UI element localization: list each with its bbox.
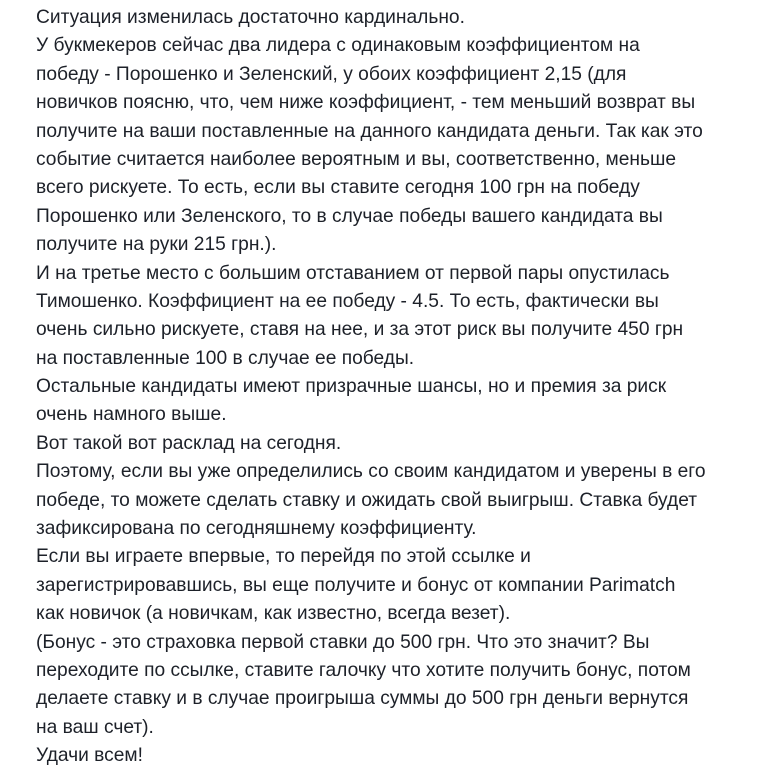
text-line: Удачи всем!	[36, 745, 143, 767]
text-line: всего рискуете. То есть, если вы ставите сегодня 100 грн на победу	[36, 177, 640, 199]
text-line: как новичок (а новичкам, как известно, всегда везет).	[36, 603, 511, 625]
text-line: событие считается наиболее вероятным и вы, соответственно, меньше	[36, 148, 677, 170]
text-line: переходите по ссылке, ставите галочку что хотите получить бонус, потом	[36, 659, 691, 681]
text-line: очень сильно рискуете, ставя на нее, и за этот риск вы получите 450 грн	[36, 319, 684, 341]
text-line: Вот такой вот расклад на сегодня.	[36, 432, 342, 454]
text-line: Порошенко или Зеленского, то в случае победы вашего кандидата вы	[36, 205, 663, 227]
text-line: на поставленные 100 в случае ее победы.	[36, 347, 415, 369]
text-line: победе, то можете сделать ставку и ожидать свой выигрыш. Ставка будет	[36, 489, 698, 511]
text-line: (Бонус - это страховка первой ставки до 500 грн. Что это значит? Вы	[36, 631, 650, 653]
text-line: очень намного выше.	[36, 404, 227, 426]
text-line: получите на руки 215 грн.).	[36, 234, 277, 256]
text-line: зафиксирована по сегодняшнему коэффициенту.	[36, 518, 477, 540]
text-line: на ваш счет).	[36, 716, 154, 738]
text-line: Поэтому, если вы уже определились со своим кандидатом и уверены в его	[36, 461, 706, 483]
text-line: зарегистрировавшись, вы еще получите и бонус от компании Parimatch	[36, 574, 676, 596]
text-line: У букмекеров сейчас два лидера с одинаковым коэффициентом на	[36, 35, 640, 57]
text-line: победу - Порошенко и Зеленский, у обоих коэффициент 2,15 (для	[36, 63, 627, 85]
text-line: Ситуация изменилась достаточно кардинально.	[36, 7, 465, 28]
text-line: новичков поясню, что, чем ниже коэффициент, - тем меньший возврат вы	[36, 92, 696, 114]
text-line: Остальные кандидаты имеют призрачные шансы, но и премия за риск	[36, 376, 667, 398]
text-line: делаете ставку и в случае проигрыша суммы до 500 грн деньги вернутся	[36, 688, 689, 710]
text-line: Если вы играете впервые, то перейдя по этой ссылке и	[36, 546, 531, 568]
text-line: И на третье место с большим отставанием от первой пары опустилась	[36, 262, 670, 284]
text-line: получите на ваши поставленные на данного кандидата деньги. Так как это	[36, 120, 703, 142]
text-line: Тимошенко. Коэффициент на ее победу - 4.5. То есть, фактически вы	[36, 290, 659, 312]
